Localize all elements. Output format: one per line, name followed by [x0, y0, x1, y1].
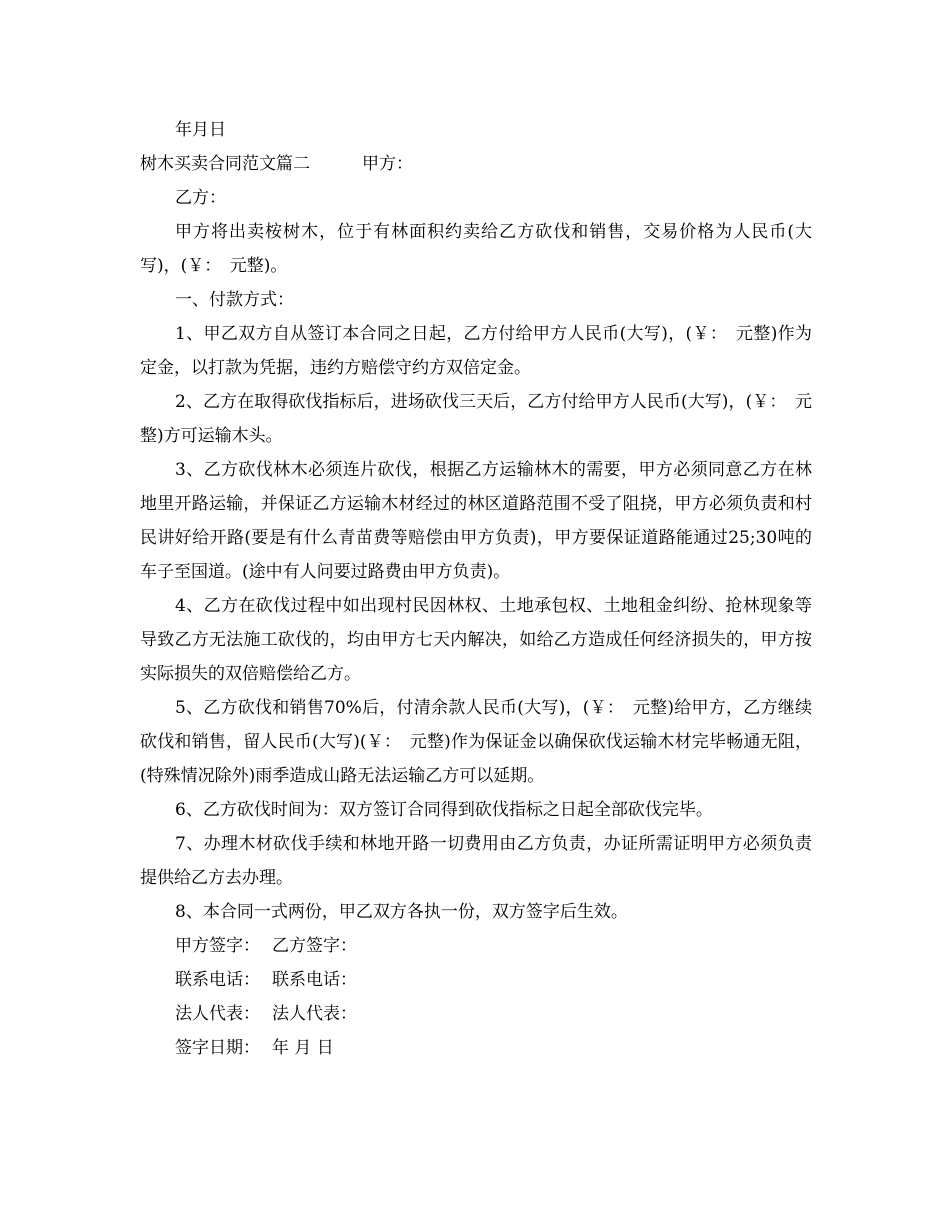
signature-row: [140, 929, 812, 963]
sign-date-row: [140, 1031, 812, 1065]
contract-title: 树木买卖合同范文篇二: [140, 154, 310, 174]
phone-row: [140, 963, 812, 997]
section-payment-heading: 一、付款方式：: [175, 290, 294, 310]
clause-1: 1、甲乙双方自从签订本合同之日起，乙方付给甲方人民币(大写)，(￥： 元整)作为定金，以打款为凭据，违约方赔偿守约方双倍定金。: [140, 324, 812, 378]
clause-4: 4、乙方在砍伐过程中如出现村民因林权、土地承包权、土地租金纠纷、抢林现象等导致乙方无法施工砍伐的，均由甲方七天内解决，如给乙方造成任何经济损失的，甲方按实际损失的双倍赔偿给乙方。: [140, 596, 812, 684]
party-a-legal-rep-label: 法人代表：: [175, 1004, 260, 1024]
sign-date-value: 年 月 日: [272, 1038, 334, 1058]
party-a-phone-label: 联系电话：: [175, 970, 260, 990]
legal-rep-row: [140, 997, 812, 1031]
date-line: 年月日: [175, 120, 226, 140]
party-b-signature-label: 乙方签字：: [272, 936, 357, 956]
party-a-label: 甲方：: [362, 154, 413, 174]
sign-date-label: 签字日期：: [175, 1038, 260, 1058]
clause-2: 2、乙方在取得砍伐指标后，进场砍伐三天后，乙方付给甲方人民币(大写)，(￥： 元整)方可运输木头。: [140, 392, 812, 446]
party-a-signature-label: 甲方签字：: [175, 936, 260, 956]
clause-6: 6、乙方砍伐时间为：双方签订合同得到砍伐指标之日起全部砍伐完毕。: [175, 800, 713, 820]
clause-5: 5、乙方砍伐和销售70%后，付清余款人民币(大写)，(￥： 元整)给甲方，乙方继续砍伐和销售，留人民币(大写)(￥： 元整)作为保证金以确保砍伐运输木材完毕畅通无阻，(特殊情况除外)雨季造成山路无法运输乙方可以延期。: [140, 698, 812, 786]
contract-body: [140, 113, 812, 1065]
clause-7: 7、办理木材砍伐手续和林地开路一切费用由乙方负责，办证所需证明甲方必须负责提供给乙方去办理。: [140, 834, 812, 888]
party-b-phone-label: 联系电话：: [272, 970, 357, 990]
intro-paragraph: 甲方将出卖桉树木，位于有林面积约卖给乙方砍伐和销售，交易价格为人民币(大写)，(￥： 元整)。: [140, 222, 812, 276]
party-b-legal-rep-label: 法人代表：: [272, 1004, 357, 1024]
clause-3: 3、乙方砍伐林木必须连片砍伐，根据乙方运输林木的需要，甲方必须同意乙方在林地里开路运输，并保证乙方运输木材经过的林区道路范围不受了阻挠，甲方必须负责和村民讲好给开路(要是有什么青苗费等赔偿由甲方负责)，甲方要保证道路能通过25;30吨的车子至国道。(途中有人问要过路费由甲方负责)。: [140, 460, 812, 582]
party-b-label: 乙方：: [175, 188, 226, 208]
clause-8: 8、本合同一式两份，甲乙双方各执一份，双方签字后生效。: [175, 902, 628, 922]
title-row: [140, 147, 812, 181]
